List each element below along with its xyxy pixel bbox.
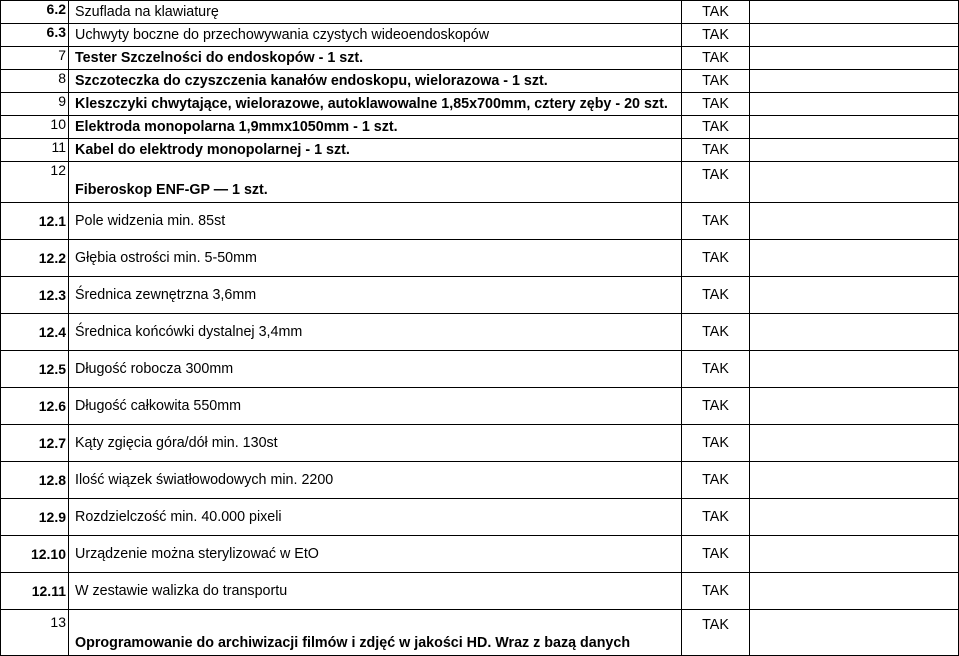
row-description: Urządzenie można sterylizować w EtO: [69, 536, 682, 573]
row-description: Oprogramowanie do archiwizacji filmów i zdjęć w jakości HD. Wraz z bazą danych: [69, 610, 682, 656]
row-number: 12.3: [1, 277, 69, 314]
row-description: Długość robocza 300mm: [69, 351, 682, 388]
table-row: [1, 70, 959, 93]
table-row: [1, 314, 959, 351]
row-number: 12.2: [1, 240, 69, 277]
row-empty-cell: [750, 139, 959, 162]
row-number: 12: [1, 162, 69, 203]
row-description: Tester Szczelności do endoskopów - 1 szt.: [69, 47, 682, 70]
row-description: Uchwyty boczne do przechowywania czystych wideoendoskopów: [69, 24, 682, 47]
table-row: [1, 462, 959, 499]
row-number: 13: [1, 610, 69, 656]
row-value: TAK: [682, 240, 750, 277]
row-empty-cell: [750, 277, 959, 314]
row-description: Średnica zewnętrzna 3,6mm: [69, 277, 682, 314]
row-description: Ilość wiązek światłowodowych min. 2200: [69, 462, 682, 499]
row-empty-cell: [750, 499, 959, 536]
row-empty-cell: [750, 462, 959, 499]
row-value: TAK: [682, 24, 750, 47]
row-number: 12.4: [1, 314, 69, 351]
row-value: TAK: [682, 47, 750, 70]
row-value: TAK: [682, 388, 750, 425]
table-row: [1, 277, 959, 314]
table-row: [1, 93, 959, 116]
row-description: W zestawie walizka do transportu: [69, 573, 682, 610]
row-empty-cell: [750, 425, 959, 462]
row-number: 11: [1, 139, 69, 162]
row-empty-cell: [750, 24, 959, 47]
row-description: Głębia ostrości min. 5-50mm: [69, 240, 682, 277]
row-value: TAK: [682, 573, 750, 610]
row-number: 12.6: [1, 388, 69, 425]
row-empty-cell: [750, 240, 959, 277]
row-description: Długość całkowita 550mm: [69, 388, 682, 425]
row-description: Kabel do elektrody monopolarnej - 1 szt.: [69, 139, 682, 162]
row-value: TAK: [682, 314, 750, 351]
table-row: [1, 139, 959, 162]
table-row: [1, 388, 959, 425]
table-row: [1, 24, 959, 47]
row-description: Kąty zgięcia góra/dół min. 130st: [69, 425, 682, 462]
row-value: TAK: [682, 351, 750, 388]
row-empty-cell: [750, 93, 959, 116]
row-description: Średnica końcówki dystalnej 3,4mm: [69, 314, 682, 351]
row-number: 9: [1, 93, 69, 116]
row-number: 12.1: [1, 203, 69, 240]
row-empty-cell: [750, 47, 959, 70]
row-description: Pole widzenia min. 85st: [69, 203, 682, 240]
row-value: TAK: [682, 139, 750, 162]
row-value: TAK: [682, 93, 750, 116]
row-value: TAK: [682, 162, 750, 203]
row-empty-cell: [750, 70, 959, 93]
row-value: TAK: [682, 425, 750, 462]
table-row: [1, 351, 959, 388]
row-empty-cell: [750, 573, 959, 610]
row-empty-cell: [750, 536, 959, 573]
table-row: [1, 499, 959, 536]
row-value: TAK: [682, 462, 750, 499]
row-number: 12.5: [1, 351, 69, 388]
row-number: 6.2: [1, 1, 69, 24]
row-description: Szuflada na klawiaturę: [69, 1, 682, 24]
row-empty-cell: [750, 351, 959, 388]
row-number: 12.10: [1, 536, 69, 573]
row-number: 12.9: [1, 499, 69, 536]
row-description: Szczoteczka do czyszczenia kanałów endoskopu, wielorazowa - 1 szt.: [69, 70, 682, 93]
row-value: TAK: [682, 1, 750, 24]
table-row: [1, 240, 959, 277]
row-empty-cell: [750, 116, 959, 139]
table-row: [1, 536, 959, 573]
row-number: 10: [1, 116, 69, 139]
row-number: 8: [1, 70, 69, 93]
row-description: Rozdzielczość min. 40.000 pixeli: [69, 499, 682, 536]
row-value: TAK: [682, 610, 750, 656]
row-value: TAK: [682, 70, 750, 93]
table-row: [1, 1, 959, 24]
row-empty-cell: [750, 388, 959, 425]
table-row: [1, 203, 959, 240]
row-value: TAK: [682, 116, 750, 139]
row-number: 12.7: [1, 425, 69, 462]
table-row: [1, 573, 959, 610]
row-empty-cell: [750, 203, 959, 240]
row-number: 7: [1, 47, 69, 70]
row-description: Elektroda monopolarna 1,9mmx1050mm - 1 szt.: [69, 116, 682, 139]
row-value: TAK: [682, 277, 750, 314]
row-value: TAK: [682, 499, 750, 536]
table-row: [1, 116, 959, 139]
table-row: [1, 162, 959, 203]
row-empty-cell: [750, 1, 959, 24]
row-empty-cell: [750, 610, 959, 656]
table-row: [1, 425, 959, 462]
row-number: 6.3: [1, 24, 69, 47]
row-value: TAK: [682, 203, 750, 240]
row-description: Kleszczyki chwytające, wielorazowe, autoklawowalne 1,85x700mm, cztery zęby - 20 szt.: [69, 93, 682, 116]
row-empty-cell: [750, 314, 959, 351]
row-value: TAK: [682, 536, 750, 573]
table-row: [1, 610, 959, 656]
table-row: [1, 47, 959, 70]
row-number: 12.11: [1, 573, 69, 610]
row-description: Fiberoskop ENF-GP — 1 szt.: [69, 162, 682, 203]
row-number: 12.8: [1, 462, 69, 499]
row-empty-cell: [750, 162, 959, 203]
